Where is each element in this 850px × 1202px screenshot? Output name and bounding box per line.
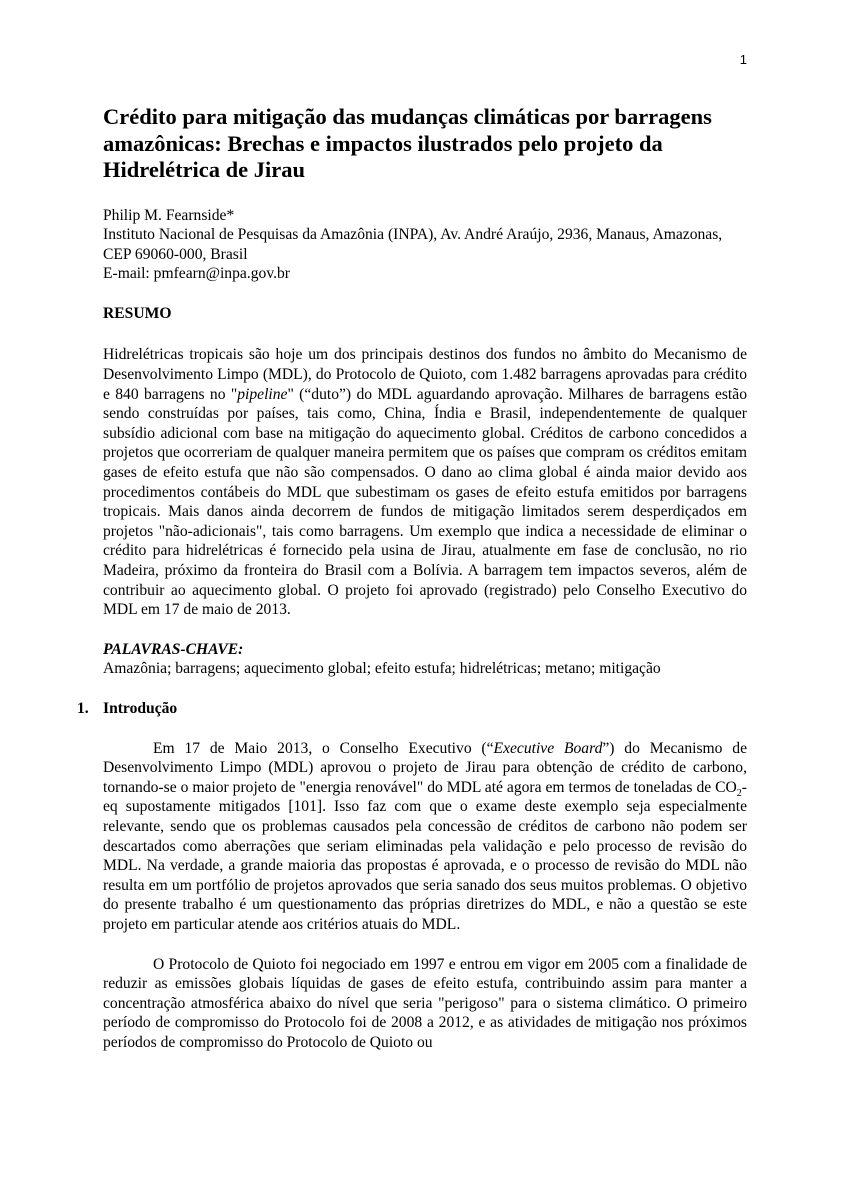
- abstract-heading: RESUMO: [103, 304, 172, 322]
- section-title: Introdução: [103, 699, 178, 717]
- intro-p1-text-a: Em 17 de Maio 2013, o Conselho Executivo (“: [153, 739, 494, 757]
- intro-p1-text-c: ”) do Mecanismo de Desenvolvimento Limpo (MDL) aprovou o projeto de Jirau para obtenção de crédito de carbono, tornando-se o maior projeto de "energia renovável" do MDL até agora em termos de toneladas de CO: [103, 739, 748, 796]
- intro-p1-text-d: -eq supostamente mitigados [101]. Isso faz com que o exame deste exemplo seja especialmente relevante, sendo que os problemas causados pela concessão de créditos de carbono não podem ser descartados como aberrações que seriam eliminadas pela validação e pelo processo de revisão do MDL. Na verdade, a grande maioria das propostas é aprovada, e o processo de revisão do MDL não resulta em um portfólio de projetos aprovados que seria sanado dos seus muitos problemas. O objetivo do presente trabalho é um questionamento das próprias diretrizes do MDL, e não a questão se este projeto em particular atende aos critérios atuais do MDL.: [103, 778, 747, 933]
- intro-p1-subscript: 2: [736, 787, 742, 799]
- page-content: [77, 104, 748, 1072]
- keywords-label: PALAVRAS-CHAVE:: [103, 640, 244, 658]
- author-email: E-mail: pmfearn@inpa.gov.br: [103, 265, 290, 283]
- intro-paragraph-2: O Protocolo de Quioto foi negociado em 1997 e entrou em vigor em 2005 com a finalidade de reduzir as emissões globais líquidas de gases de efeito estufa, contribuindo assim para manter a concentração atmosférica abaixo do nível que seria "perigoso" para o sistema climático. O primeiro período de compromisso do Protocolo foi de 2008 a 2012, e as atividades de mitigação nos próximos períodos de compromisso do Protocolo de Quioto ou: [103, 955, 747, 1051]
- abstract-text: [103, 345, 747, 619]
- abstract-text-part2: " (“duto”) do MDL aguardando aprovação. Milhares de barragens estão sendo construídas por países, tais como, China, Índia e Brasil, independentemente de qualquer subsídio adicional com base na mitigação do aquecimento global. Créditos de carbono concedidos a projetos que ocorreriam de qualquer maneira permitem que os países que compram os créditos emitam gases de efeito estufa que não são compensados. O dano ao clima global é ainda maior devido aos procedimentos contábeis do MDL que subestimam os gases de efeito estufa emitidos por barragens tropicais. Mais danos ainda decorrem de fundos de mitigação limitados serem desperdiçados em projetos "não-adicionais", tais como barragens. Um exemplo que indica a necessidade de eliminar o crédito para hidrelétricas é fornecido pela usina de Jirau, atualmente em fase de conclusão, no rio Madeira, próximo da fronteira do Brasil com a Bolívia. A barragem tem impactos severos, além de contribuir ao aquecimento global. O projeto foi aprovado (registrado) pelo Conselho Executivo do MDL em 17 de maio de 2013.: [103, 385, 747, 619]
- intro-paragraph-1: [103, 739, 747, 935]
- author-affiliation: Instituto Nacional de Pesquisas da Amazônia (INPA), Av. André Araújo, 2936, Manaus, Amazonas, CEP 69060-000, Brasil: [103, 226, 723, 263]
- author-block: [103, 206, 747, 284]
- abstract-term-pipeline: pipeline: [237, 385, 288, 403]
- section-number: 1.: [77, 699, 89, 717]
- abstract-text-part1: Hidrelétricas tropicais são hoje um dos principais destinos dos fundos no âmbito do Mecanismo de Desenvolvimento Limpo (MDL), do Protocolo de Quioto, com 1.482 barragens aprovadas para crédito e 840 barragens no ": [103, 346, 747, 403]
- keywords-block: [103, 640, 747, 679]
- page-number: 1: [739, 52, 747, 67]
- keywords-text: Amazônia; barragens; aquecimento global; efeito estufa; hidrelétricas; metano; mitigação: [103, 660, 661, 678]
- intro-p1-term-executive-board: Executive Board: [493, 739, 603, 757]
- author-name: Philip M. Fearnside*: [103, 206, 235, 224]
- paper-title: Crédito para mitigação das mudanças climáticas por barragens amazônicas: Brechas e impactos ilustrados pelo projeto da Hidrelétrica de Jirau: [103, 104, 712, 182]
- section-heading-introduction: [77, 699, 747, 719]
